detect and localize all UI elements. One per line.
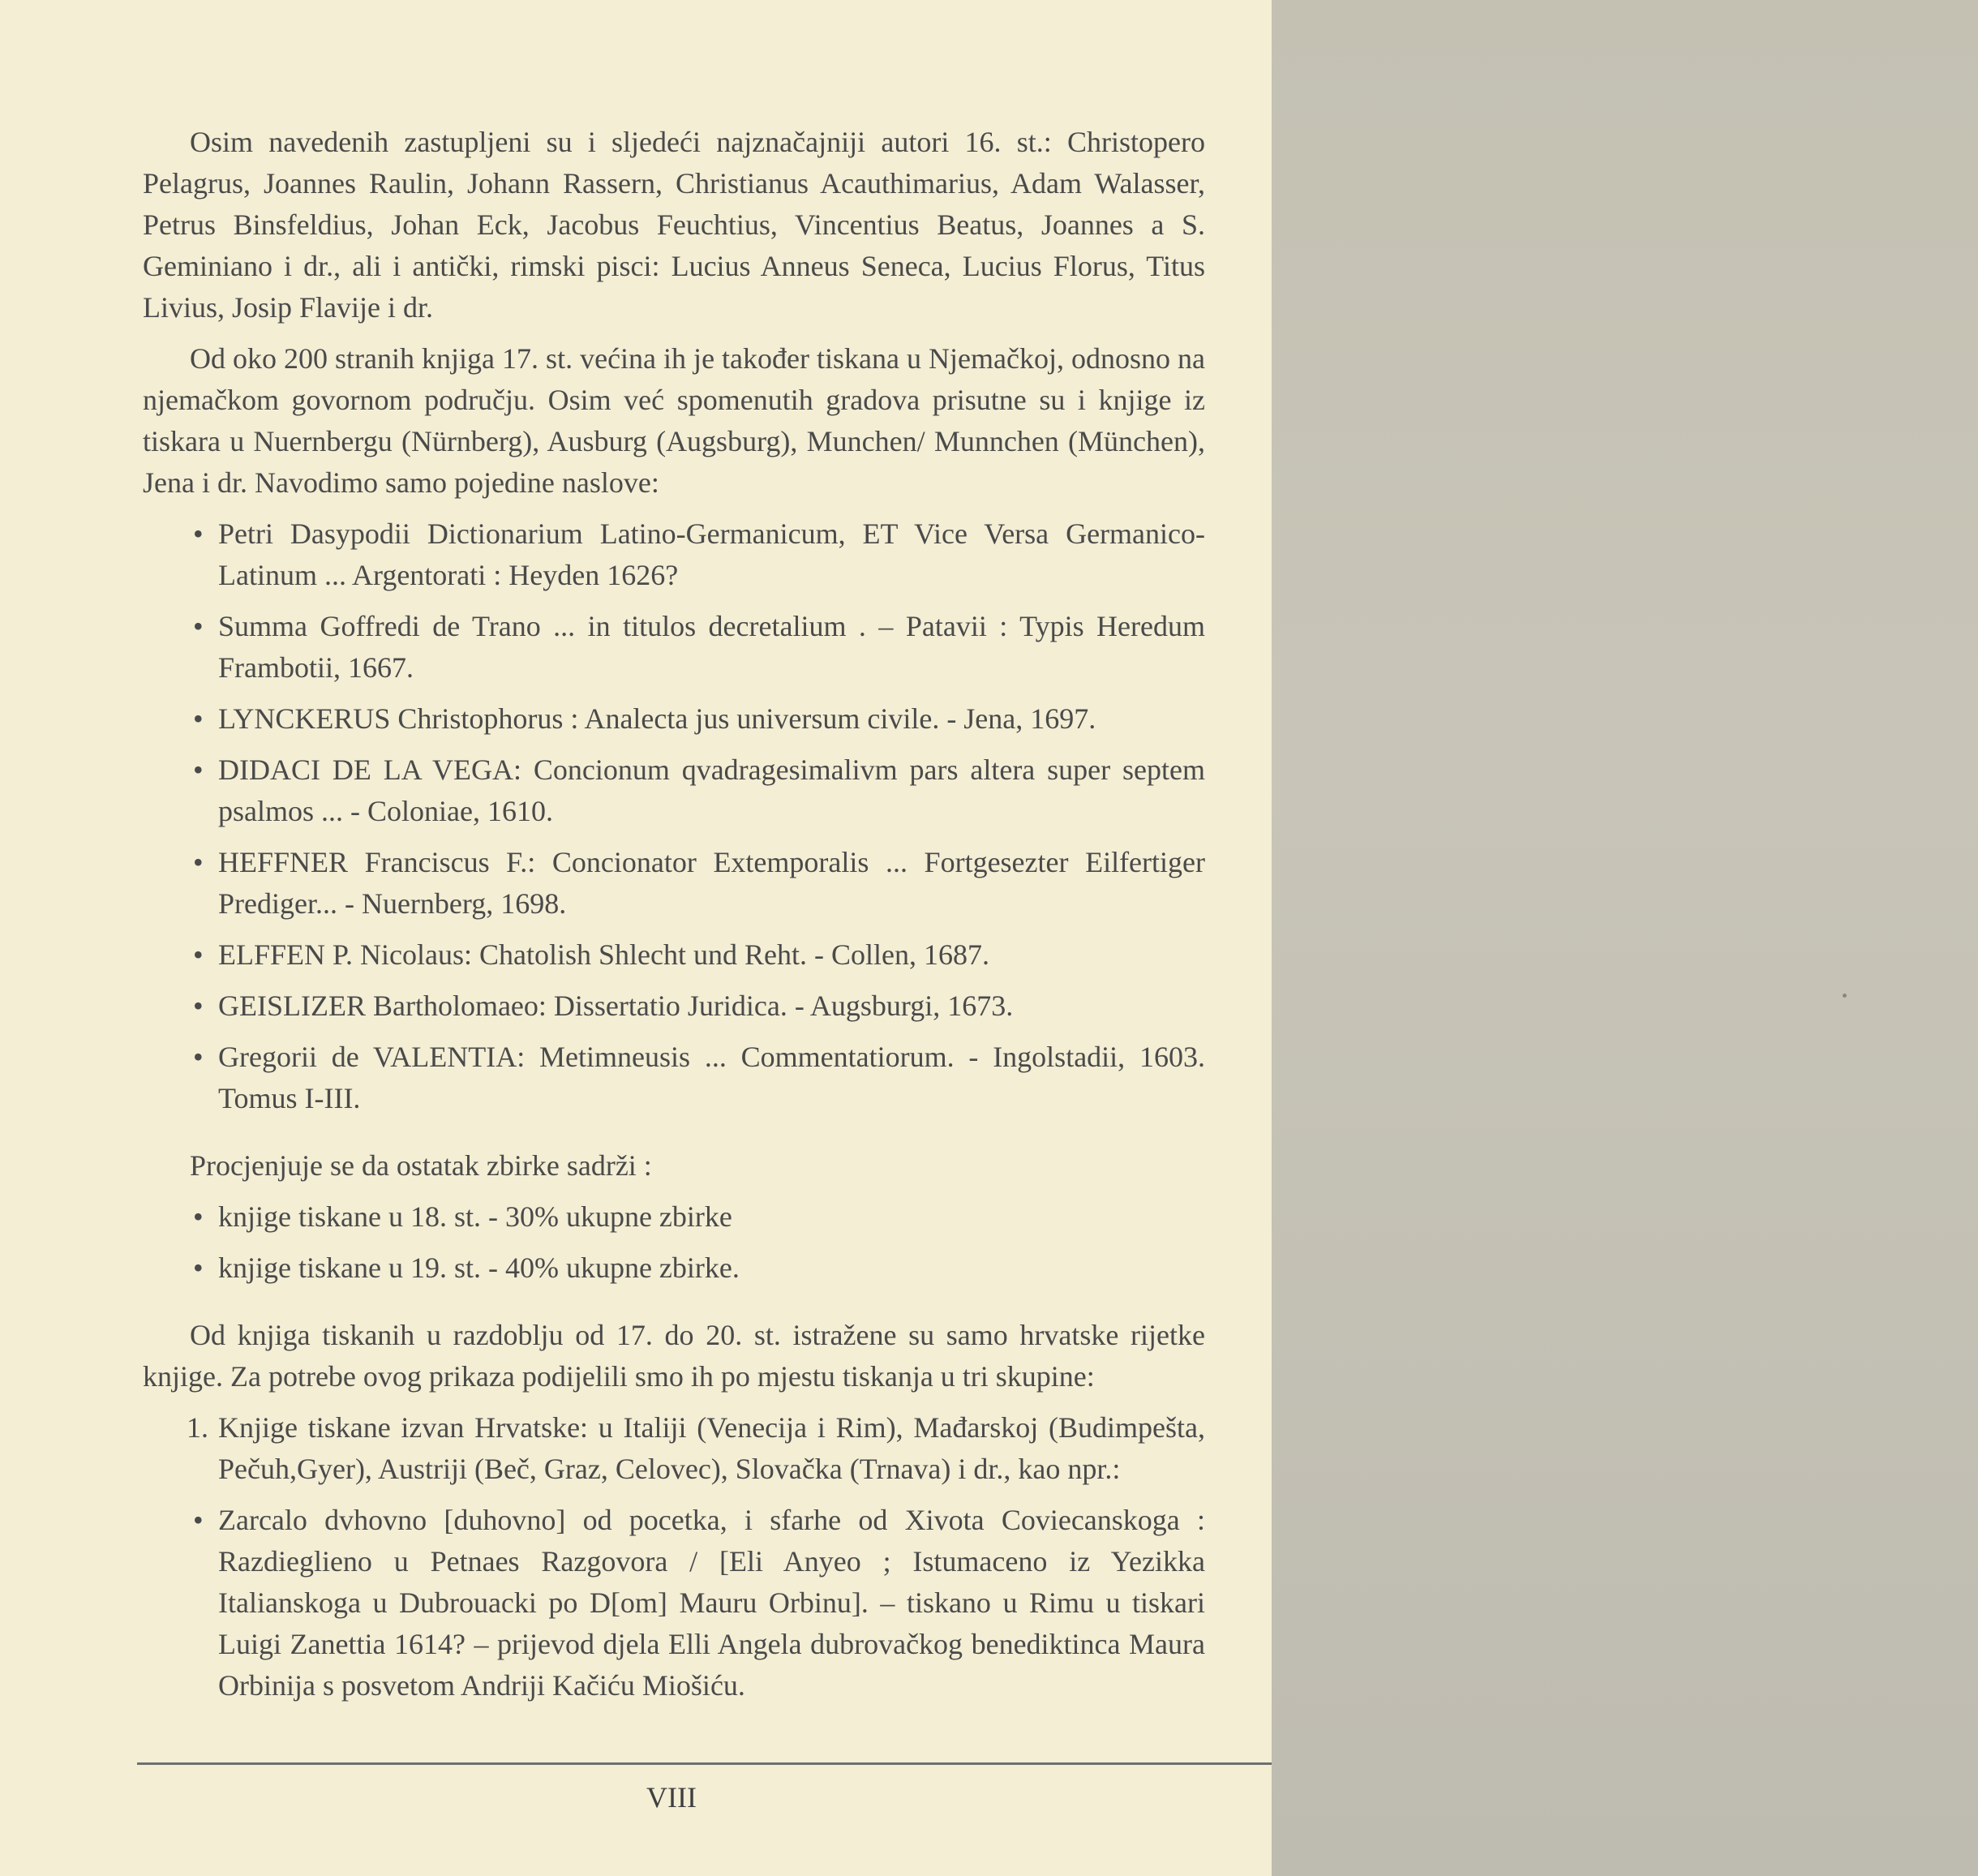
- list-item-text: Summa Goffredi de Trano ... in titulos decretalium . – Patavii : Typis Heredum Frambotii, 1667.: [218, 610, 1205, 684]
- estimate-list: [143, 1196, 1205, 1289]
- bullet-icon: •: [193, 753, 204, 786]
- list-item-text: GEISLIZER Bartholomaeo: Dissertatio Juridica. - Augsburgi, 1673.: [218, 990, 1014, 1022]
- bullet-icon: •: [193, 610, 204, 642]
- list-item: [143, 606, 1205, 689]
- bullet-icon: •: [193, 1200, 204, 1233]
- list-item: [143, 1037, 1205, 1119]
- list-item-text: Zarcalo dvhovno [duhovno] od pocetka, i sfarhe od Xivota Coviecanskoga : Razdieglieno u Petnaes Razgovora / [Eli Anyeo ; Istumaceno iz Yezikka Italianskoga u Dubrouacki po D[om] Mauru Orbinu]. – tiskano u Rimu u tiskari Luigi Zanettia 1614? – prijevod djela Elli Angela dubrovačkog benediktinca Maura Orbinija s posvetom Andriji Kačiću Miošiću.: [218, 1504, 1205, 1702]
- list-item: [143, 934, 1205, 976]
- paragraph-authors: Osim navedenih zastupljeni su i sljedeći najznačajniji autori 16. st.: Christopero Pelagrus, Joannes Raulin, Johann Rassern, Christianus Acauthimarius, Adam Walasser, Petrus Binsfeldius, Johan Eck, Jacobus Feuchtius, Vincentius Beatus, Joannes a S. Geminiano i dr., ali i antički, rimski pisci: Lucius Anneus Seneca, Lucius Florus, Titus Livius, Josip Flavije i dr.: [143, 126, 1205, 324]
- bullet-icon: •: [193, 938, 204, 971]
- numbered-list: [143, 1407, 1205, 1490]
- bullet-icon: •: [193, 1041, 204, 1073]
- list-item: [143, 698, 1205, 740]
- list-item: [143, 1500, 1205, 1706]
- list-item-text: knjige tiskane u 18. st. - 30% ukupne zbirke: [218, 1200, 732, 1233]
- list-item-text: Petri Dasypodii Dictionarium Latino-Germanicum, ET Vice Versa Germanico-Latinum ... Argentorati : Heyden 1626?: [218, 517, 1205, 591]
- titles-list: [143, 513, 1205, 1119]
- list-item-text: knjige tiskane u 19. st. - 40% ukupne zbirke.: [218, 1251, 740, 1284]
- list-item: [143, 985, 1205, 1027]
- bullet-icon: •: [193, 990, 204, 1022]
- bullet-icon: •: [193, 702, 204, 735]
- list-item: [143, 513, 1205, 596]
- bullet-icon: •: [193, 517, 204, 550]
- list-item-text: Gregorii de VALENTIA: Metimneusis ... Commentatiorum. - Ingolstadii, 1603. Tomus I-III.: [218, 1041, 1205, 1114]
- list-item: [143, 1196, 1205, 1238]
- list-item: [143, 1247, 1205, 1289]
- footer-rule: [137, 1762, 1272, 1765]
- list-item-text: Knjige tiskane izvan Hrvatske: u Italiji (Venecija i Rim), Mađarskoj (Budimpešta, Pečuh,Gyer), Austriji (Beč, Graz, Celovec), Slovačka (Trnava) i dr., kao npr.:: [218, 1411, 1205, 1485]
- list-item: [143, 842, 1205, 925]
- paragraph-estimate: Procjenjuje se da ostatak zbirke sadrži :: [190, 1149, 652, 1182]
- page-text: [143, 122, 1205, 1706]
- list-item-text: ELFFEN P. Nicolaus: Chatolish Shlecht und Reht. - Collen, 1687.: [218, 938, 989, 971]
- paragraph-17th-century: Od oko 200 stranih knjiga 17. st. većina ih je također tiskana u Njemačkoj, odnosno na njemačkom govornom području. Osim već spomenutih gradova prisutne su i knjige iz tiskara u Nuernbergu (Nürnberg), Ausburg (Augsburg), Munchen/ Munnchen (München), Jena i dr. Navodimo samo pojedine naslove:: [143, 342, 1205, 499]
- page-number: VIII: [646, 1781, 697, 1814]
- bullet-icon: •: [193, 1504, 204, 1536]
- list-item-text: LYNCKERUS Christophorus : Analecta jus universum civile. - Jena, 1697.: [218, 702, 1096, 735]
- item-number: 1.: [187, 1411, 208, 1444]
- numbered-item: [143, 1407, 1205, 1490]
- speck-mark: [1843, 994, 1847, 998]
- paragraph-croatian-books: Od knjiga tiskanih u razdoblju od 17. do 20. st. istražene su samo hrvatske rijetke knjige. Za potrebe ovog prikaza podijelili smo ih po mjestu tiskanja u tri skupine:: [143, 1319, 1205, 1393]
- bullet-icon: •: [193, 1251, 204, 1284]
- list-item-text: HEFFNER Franciscus F.: Concionator Extemporalis ... Fortgesezter Eilfertiger Prediger... - Nuernberg, 1698.: [218, 846, 1205, 920]
- gray-background-panel: [1272, 0, 1978, 1876]
- list-item: [143, 749, 1205, 832]
- final-list: [143, 1500, 1205, 1706]
- bullet-icon: •: [193, 846, 204, 878]
- list-item-text: DIDACI DE LA VEGA: Concionum qvadragesimalivm pars altera super septem psalmos ... - Coloniae, 1610.: [218, 753, 1205, 827]
